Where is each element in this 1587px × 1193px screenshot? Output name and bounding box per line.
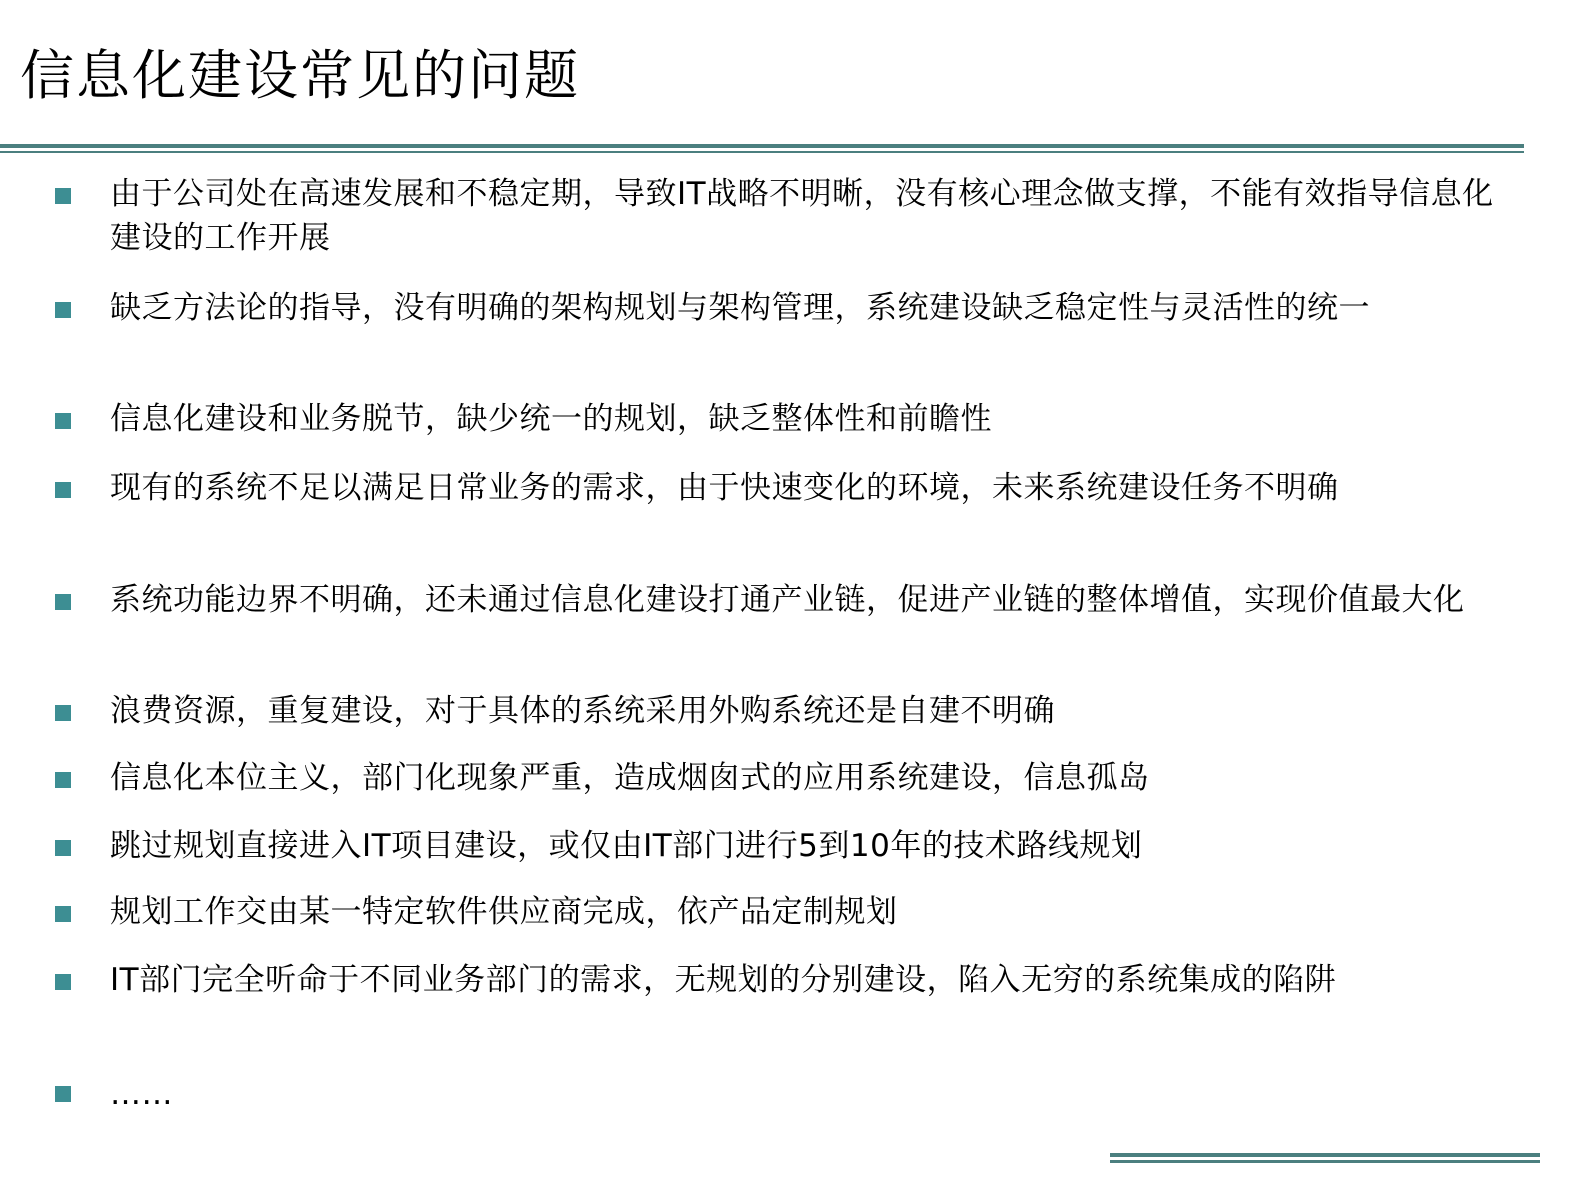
square-bullet-icon xyxy=(55,705,71,721)
square-bullet-icon xyxy=(55,772,71,788)
list-item-text: IT部门完全听命于不同业务部门的需求，无规划的分别建设，陷入无穷的系统集成的陷阱 xyxy=(110,962,1337,998)
list-item-text: 缺乏方法论的指导，没有明确的架构规划与架构管理，系统建设缺乏稳定性与灵活性的统一 xyxy=(110,290,1370,326)
square-bullet-icon xyxy=(55,1086,71,1102)
list-item-text: 跳过规划直接进入IT项目建设，或仅由IT部门进行5到10年的技术路线规划 xyxy=(110,828,1143,864)
footer-divider-thin-line xyxy=(1110,1160,1540,1163)
square-bullet-icon xyxy=(55,594,71,610)
list-item-text: 系统功能边界不明确，还未通过信息化建设打通产业链，促进产业链的整体增值，实现价值最大化 xyxy=(110,582,1465,618)
list-item-text: 现有的系统不足以满足日常业务的需求，由于快速变化的环境，未来系统建设任务不明确 xyxy=(110,470,1339,506)
footer-divider xyxy=(1110,1153,1540,1163)
square-bullet-icon xyxy=(55,188,71,204)
square-bullet-icon xyxy=(55,906,71,922)
slide-title: 信息化建设常见的问题 xyxy=(20,44,580,107)
square-bullet-icon xyxy=(55,840,71,856)
list-item-text: 规划工作交由某一特定软件供应商完成，依产品定制规划 xyxy=(110,894,898,930)
footer-divider-thick-line xyxy=(1110,1153,1540,1157)
square-bullet-icon xyxy=(55,413,71,429)
list-item-text: 由于公司处在高速发展和不稳定期，导致IT战略不明晰，没有核心理念做支撑，不能有效指导信息化建设的工作开展 xyxy=(110,176,1494,256)
list-item-text: 信息化建设和业务脱节，缺少统一的规划，缺乏整体性和前瞻性 xyxy=(110,401,992,437)
list-item-text: …… xyxy=(110,1076,173,1112)
square-bullet-icon xyxy=(55,302,71,318)
list-item-text: 信息化本位主义，部门化现象严重，造成烟囱式的应用系统建设，信息孤岛 xyxy=(110,760,1150,796)
list-item-text: 浪费资源，重复建设，对于具体的系统采用外购系统还是自建不明确 xyxy=(110,693,1055,729)
square-bullet-icon xyxy=(55,482,71,498)
square-bullet-icon xyxy=(55,974,71,990)
